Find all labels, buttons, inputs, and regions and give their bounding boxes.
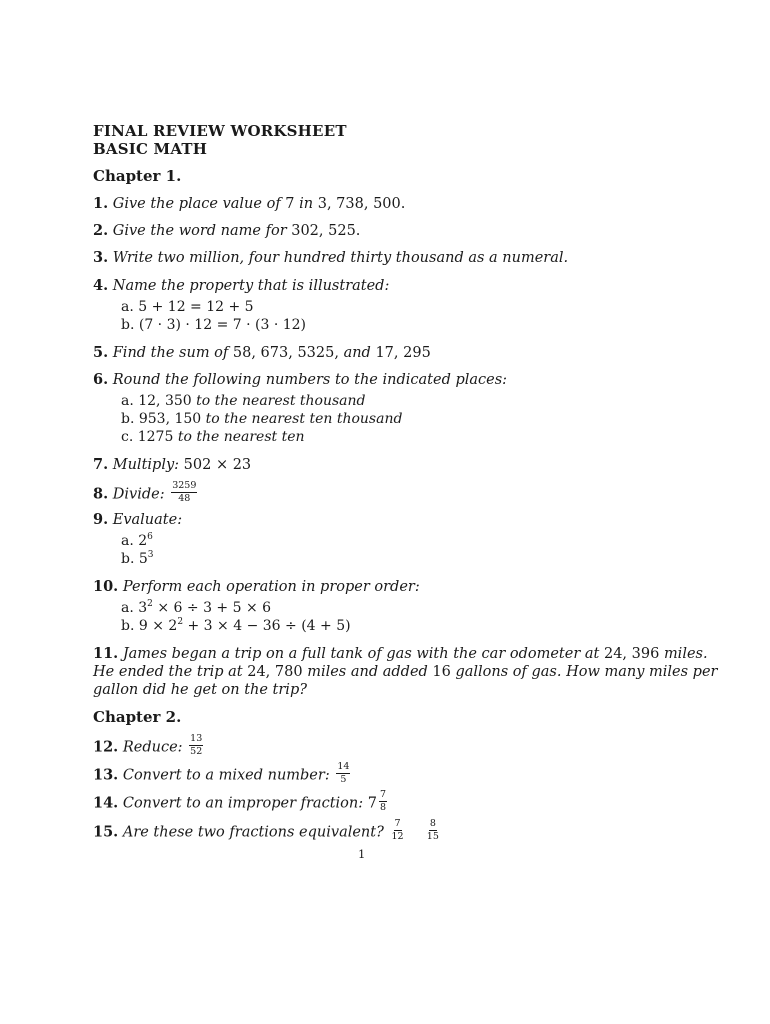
question-9-part-b <box>121 550 154 568</box>
question-text: Give the place value of <box>112 196 281 212</box>
question-10 <box>93 578 420 596</box>
fraction <box>426 819 440 842</box>
question-text: Perform each operation in proper order: <box>122 579 420 595</box>
math-expression: a. 3 <box>121 600 148 616</box>
question-text: Multiply: <box>112 457 180 473</box>
question-text: Give the word name for <box>112 223 287 239</box>
fraction <box>189 734 203 757</box>
question-11-line-3: gallon did he get on the trip? <box>93 682 308 698</box>
question-9 <box>93 511 182 529</box>
numerator: 3259 <box>172 480 197 491</box>
math-value: 3, 738, 500. <box>317 196 406 212</box>
question-number: 6. <box>93 371 109 388</box>
question-text: miles. <box>663 646 708 662</box>
question-number: 14. <box>93 794 119 812</box>
math-value: 7 <box>285 196 295 212</box>
question-number: 3. <box>93 249 109 266</box>
fraction <box>379 790 387 813</box>
question-number: 11. <box>93 645 119 662</box>
question-text: Divide: <box>112 486 165 503</box>
denominator: 15 <box>426 831 439 842</box>
math-value: 17, 295 <box>375 345 431 361</box>
part-text: to the nearest thousand <box>196 393 366 409</box>
exponent: 2 <box>177 617 184 627</box>
question-text: in <box>299 196 314 212</box>
math-base: b. 5 <box>121 551 148 567</box>
math-expression: + 3 × 4 − 36 ÷ (4 + 5) <box>187 618 351 634</box>
numerator: 8 <box>429 818 436 829</box>
question-12 <box>93 733 205 759</box>
question-number: 4. <box>93 277 109 294</box>
question-6-part-b <box>121 410 402 428</box>
question-15 <box>93 818 442 844</box>
denominator: 5 <box>340 774 347 785</box>
question-number: 2. <box>93 222 109 239</box>
fraction <box>171 481 197 504</box>
question-text: Find the sum of <box>112 345 229 361</box>
question-text: gallons of gas. How many miles per <box>455 664 718 680</box>
mixed-whole: 7 <box>367 795 377 812</box>
math-value: 24, 396 <box>603 646 660 662</box>
question-text: Write two million, four hundred thirty thousand as a numeral. <box>112 250 569 266</box>
question-3 <box>93 249 568 267</box>
question-2 <box>93 222 360 240</box>
numerator: 7 <box>394 818 401 829</box>
question-number: 7. <box>93 456 109 473</box>
exponent: 3 <box>147 550 154 560</box>
title-line-2: BASIC MATH <box>93 140 208 158</box>
math-value: b. 953, 150 <box>121 411 202 427</box>
math-value: 16 <box>432 664 451 680</box>
math-value: c. 1275 <box>121 429 174 445</box>
question-number: 1. <box>93 195 109 212</box>
question-text: James began a trip on a full tank of gas with the car odometer at <box>122 646 600 662</box>
page-number: 1 <box>358 847 366 861</box>
denominator: 52 <box>190 746 203 757</box>
question-number: 15. <box>93 823 119 841</box>
question-7 <box>93 456 251 474</box>
question-8 <box>93 480 199 506</box>
question-4-part-b: b. (7 · 3) · 12 = 7 · (3 · 12) <box>121 317 307 333</box>
math-value: 24, 780 <box>247 664 303 680</box>
math-base: a. 2 <box>121 533 148 549</box>
question-text: Convert to an improper fraction: <box>122 795 364 812</box>
question-number: 5. <box>93 344 109 361</box>
question-9-part-a <box>121 532 153 550</box>
math-value: 502 × 23 <box>183 457 252 473</box>
question-text: Are these two fractions equivalent? <box>122 824 384 841</box>
question-13 <box>93 761 352 787</box>
question-4-part-a: a. 5 + 12 = 12 + 5 <box>121 299 254 315</box>
question-number: 9. <box>93 511 109 528</box>
question-text: and <box>343 345 371 361</box>
question-6-part-a <box>121 392 366 410</box>
fraction <box>336 762 350 785</box>
question-11-line-1 <box>93 645 708 663</box>
question-14 <box>93 789 389 815</box>
math-expression: b. 9 × 2 <box>121 618 178 634</box>
question-text: He ended the trip at <box>93 664 243 680</box>
numerator: 14 <box>337 761 350 772</box>
numerator: 13 <box>190 733 203 744</box>
denominator: 12 <box>391 831 404 842</box>
math-expression: × 6 ÷ 3 + 5 × 6 <box>157 600 272 616</box>
numerator: 7 <box>379 789 387 800</box>
denominator: 8 <box>379 802 387 813</box>
title-line-1: FINAL REVIEW WORKSHEET <box>93 122 347 140</box>
question-text: miles and added <box>307 664 428 680</box>
question-6-part-c <box>121 428 305 446</box>
question-number: 8. <box>93 485 109 503</box>
question-text: Round the following numbers to the indicated places: <box>112 372 508 388</box>
chapter-2-heading: Chapter 2. <box>93 708 182 726</box>
part-text: to the nearest ten thousand <box>205 411 403 427</box>
chapter-1-heading: Chapter 1. <box>93 167 182 185</box>
exponent: 2 <box>147 599 153 609</box>
question-number: 13. <box>93 766 119 784</box>
question-1 <box>93 195 405 213</box>
question-text: Reduce: <box>122 739 183 756</box>
question-number: 10. <box>93 578 119 595</box>
exponent: 6 <box>147 532 153 542</box>
math-value: 302, 525. <box>291 223 361 239</box>
question-11-line-2 <box>93 663 717 681</box>
denominator: 48 <box>178 493 191 504</box>
question-text: Evaluate: <box>112 512 183 528</box>
question-6 <box>93 371 507 389</box>
question-4 <box>93 277 389 295</box>
math-value: 58, 673, 5325, <box>232 345 339 361</box>
question-number: 12. <box>93 738 119 756</box>
fraction <box>390 819 404 842</box>
part-text: to the nearest ten <box>177 429 305 445</box>
question-5 <box>93 344 431 362</box>
question-text: Convert to a mixed number: <box>122 767 330 784</box>
question-text: Name the property that is illustrated: <box>112 278 390 294</box>
question-10-part-b <box>121 617 351 635</box>
math-value: a. 12, 350 <box>121 393 192 409</box>
question-10-part-a <box>121 599 271 617</box>
